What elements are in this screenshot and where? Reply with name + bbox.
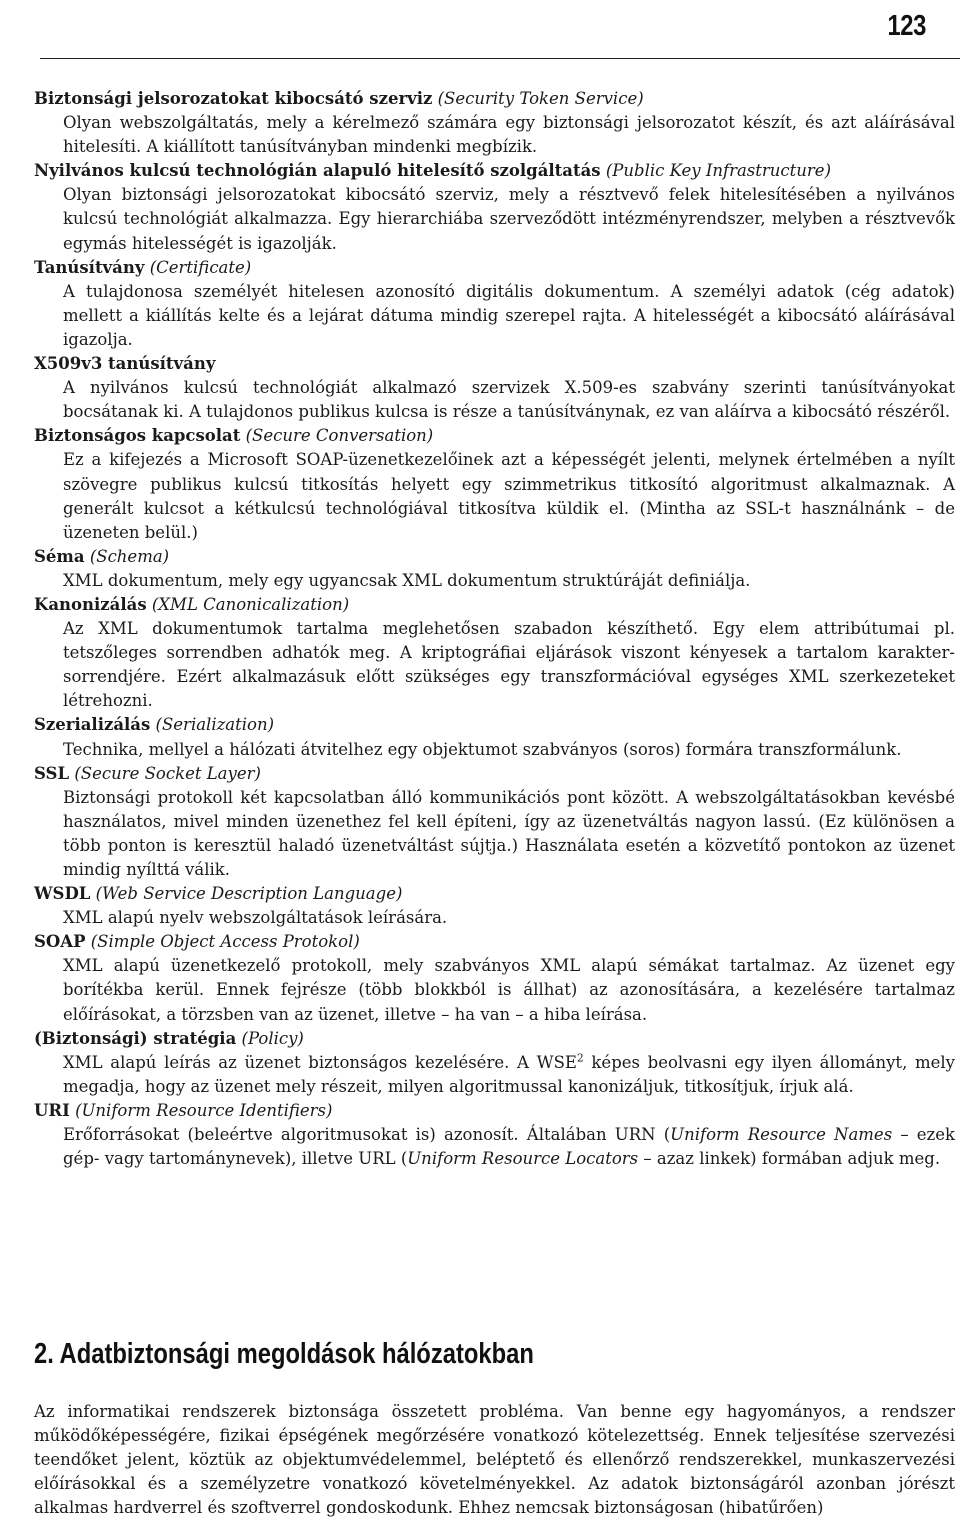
glossary-term-english: (Schema) xyxy=(89,546,170,566)
glossary-term-english: (Serialization) xyxy=(155,715,275,735)
glossary-definition: XML alapú üzenetkezelő protokoll, mely szabványos XML alapú sémákat tartalmaz. Az üzenet egy borítékba kerül. Ennek fejrésze (több blokkból is állhat) az azonosítására, a kezelésére tartalmaz előírásokat, a törzsben van az üzenet, illetve – ha van – a hiba leírása. xyxy=(63,956,955,1024)
glossary-term-english: (Uniform Resource Identifiers) xyxy=(75,1100,333,1120)
glossary-term: URI xyxy=(34,1100,70,1120)
superscript: 2 xyxy=(576,1051,584,1065)
glossary-term: Séma xyxy=(34,546,85,566)
glossary-list xyxy=(34,87,955,1171)
glossary-entry xyxy=(34,159,955,255)
glossary-definition: XML dokumentum, mely egy ugyancsak XML dokumentum struktúráját definiálja. xyxy=(63,570,751,590)
glossary-definition: Olyan webszolgáltatás, mely a kérelmező számára egy biztonsági jelsorozatot készít, és azt aláírásával hitelesíti. A kiállított tanúsítványban mindenki megbízik. xyxy=(63,113,955,157)
glossary-definition: Biztonsági protokoll két kapcsolatban álló kommunikációs pont között. A webszolgáltatásokban kevésbé használatos, mivel minden üzenethez fel kell építeni, így az üzenetváltás nagyon lassú. (Ez különösen a több ponton is keresztül haladó üzenetváltást sújtja.) Használata esetén a közvetítő pontokon az üzenet mindig nyílttá válik. xyxy=(63,787,955,879)
glossary-term: WSDL xyxy=(34,884,91,904)
glossary-definition: XML alapú leírás az üzenet biztonságos kezelésére. A WSE$^2$ képes beolvasni egy ilyen állományt, mely megadja, hogy az üzenet mely részeit, milyen algoritmussal kanonizáljuk, titkosítjuk, írjuk alá. xyxy=(63,1051,955,1096)
page-number: 123 xyxy=(887,10,926,42)
glossary-entry xyxy=(34,1027,955,1099)
glossary-definition: Technika, mellyel a hálózati átvitelhez egy objektumot szabványos (soros) formára transzformálunk. xyxy=(63,739,902,759)
glossary-entry xyxy=(34,256,955,352)
glossary-term-english: (XML Canonicalization) xyxy=(151,594,350,614)
glossary-term: Tanúsítvány xyxy=(34,257,145,277)
glossary-entry xyxy=(34,713,955,761)
glossary-entry xyxy=(34,762,955,882)
glossary-definition: Erőforrásokat (beleértve algoritmusokat is) azonosít. Általában URN (Uniform Resource Names – ezek gép- vagy tartománynevek), illetve URL (Uniform Resource Locators – azaz linkek) formában adjuk meg. xyxy=(63,1125,955,1169)
glossary-term-english: (Secure Conversation) xyxy=(245,426,434,446)
glossary-entry xyxy=(34,352,955,424)
glossary-term: SOAP xyxy=(34,932,86,952)
glossary-definition: A tulajdonosa személyét hitelesen azonosító digitális dokumentum. A személyi adatok (cég adatok) mellett a kiállítás kelte és a lejárat dátuma mindig szerepel rajta. A hitelességét a kibocsátó aláírásával igazolja. xyxy=(63,281,955,349)
glossary-definition: Olyan biztonsági jelsorozatokat kibocsátó szerviz, mely a résztvevő felek hitelesítésében a nyilvános kulcsú technológiát alkalmazza. Egy hierarchiába szerveződött intézményrendszer, melyben a résztvevők egymás hitelességét is igazolják. xyxy=(63,185,955,253)
glossary-term-english: (Policy) xyxy=(241,1028,304,1048)
glossary-term: Biztonságos kapcsolat xyxy=(34,426,241,446)
glossary-term: (Biztonsági) stratégia xyxy=(34,1028,237,1048)
glossary-term-english: (Secure Socket Layer) xyxy=(74,763,261,783)
glossary-entry xyxy=(34,1099,955,1171)
glossary-entry xyxy=(34,424,955,544)
glossary-entry xyxy=(34,87,955,159)
glossary-definition: XML alapú nyelv webszolgáltatások leírására. xyxy=(63,908,448,928)
glossary-definition: Ez a kifejezés a Microsoft SOAP-üzenetkezelőinek azt a képességét jelenti, melynek értelmében a nyílt szövegre publikus kulcsú titkosítás helyett egy szimmetrikus titkosító algoritmust alkalmaznak. A generált kulcsot a kétkulcsú technológiával titkosítva küldik el. (Mintha az SSL-t használnánk – de üzeneten belül.) xyxy=(63,450,955,542)
section-paragraph: Az informatikai rendszerek biztonsága összetett probléma. Van benne egy hagyományos, a rendszer működőképességére, fizikai épségének megőrzésére vonatkozó kötelezettség. Ennek teljesítése szervezési teendőket jelent, köztük az objektumvédelemmel, beléptető és ellenőrző rendszerekkel, munkaszervezési előírásokkal és a személyzetre vonatkozó követelményekkel. Az adatok biztonságáról azonban jórészt alkalmas hardverrel és szoftverrel gondoskodunk. Ehhez nemcsak biztonságosan (hibatűrően) xyxy=(34,1402,955,1518)
glossary-entry xyxy=(34,930,955,1026)
glossary-term: Nyilvános kulcsú technológián alapuló hitelesítő szolgáltatás xyxy=(34,161,601,181)
glossary-term: Kanonizálás xyxy=(34,594,147,614)
section-heading: 2. Adatbiztonsági megoldások hálózatokban xyxy=(34,1338,534,1370)
header-rule xyxy=(40,58,960,59)
glossary-term-english: (Security Token Service) xyxy=(437,89,644,108)
glossary-entry xyxy=(34,593,955,713)
glossary-term-english: (Public Key Infrastructure) xyxy=(605,161,832,181)
glossary-definition: Az XML dokumentumok tartalma meglehetősen szabadon készíthető. Egy elem attribútumai pl. tetszőleges sorrendben adhatók meg. A kriptográfiai eljárások viszont kényesek a tartalom karakter-sorrendjére. Ezért alkalmazásuk előtt szükséges egy transzformációval egységes XML szerkezeteket létrehozni. xyxy=(63,619,955,711)
glossary-term: SSL xyxy=(34,763,70,783)
glossary-term: X509v3 tanúsítvány xyxy=(34,354,216,374)
glossary-term: Biztonsági jelsorozatokat kibocsátó szerviz xyxy=(34,89,433,108)
glossary-term: Szerializálás xyxy=(34,715,151,735)
glossary-entry xyxy=(34,545,955,593)
glossary-term-english: (Web Service Description Language) xyxy=(95,884,403,904)
glossary-term-english: (Simple Object Access Protokol) xyxy=(90,932,360,952)
glossary-definition: A nyilvános kulcsú technológiát alkalmazó szervizek X.509-es szabvány szerinti tanúsítványokat bocsátanak ki. A tulajdonos publikus kulcsa is része a tanúsítványnak, ez van aláírva a kibocsátó részéről. xyxy=(63,378,955,422)
glossary-entry xyxy=(34,882,955,930)
glossary-term-english: (Certificate) xyxy=(149,257,252,277)
